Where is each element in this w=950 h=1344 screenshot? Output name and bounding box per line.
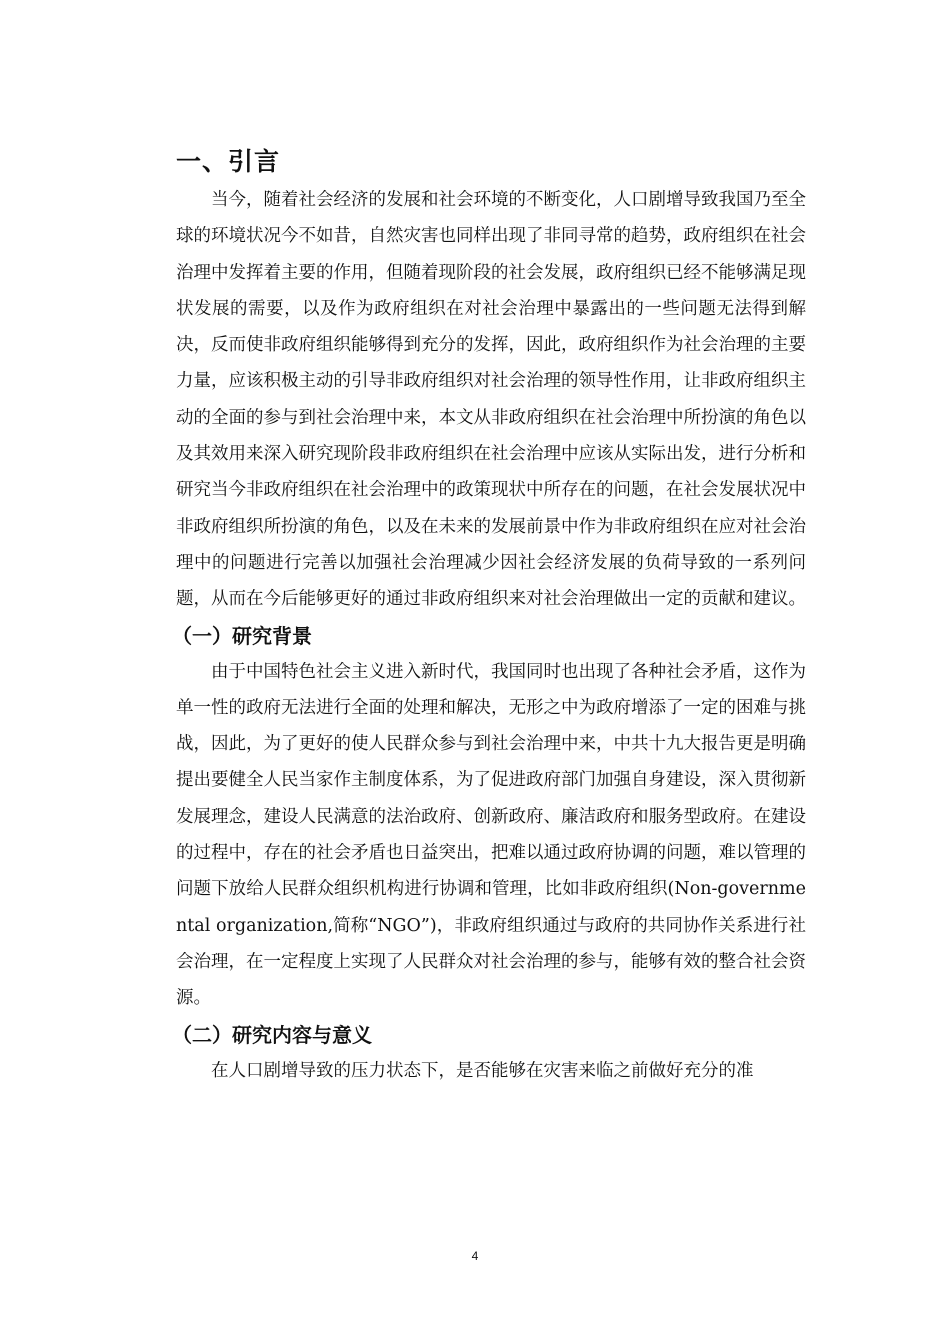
heading-research-content: （二）研究内容与意义 bbox=[172, 1022, 372, 1047]
heading-introduction: 一、引言 bbox=[176, 147, 281, 176]
heading-research-background: （一）研究背景 bbox=[172, 623, 312, 648]
content-paragraph: 在人口剧增导致的压力状态下，是否能够在灾害来临之前做好充分的准 bbox=[211, 1060, 754, 1081]
document-body bbox=[172, 142, 806, 1089]
background-paragraph: 由于中国特色社会主义进入新时代，我国同时也出现了各种社会矛盾，这作为单一性的政府无法进行全面的处理和解决，无形之中为政府增添了一定的困难与挑战，因此，为了更好的使人民群众参与到社会治理中来，中共十九大报告更是明确提出要健全人民当家作主制度体系，为了促进政府部门加强自身建设，深入贯彻新发展理念，建设人民满意的法治政府、创新政府、廉洁政府和服务型政府。在建设的过程中，存在的社会矛盾也日益突出，把难以通过政府协调的问题，难以管理的问题下放给人民群众组织机构进行协调和管理，比如非政府组织(Non-governmental organization,简称“NGO”)，非政府组织通过与政府的共同协作关系进行社会治理，在一定程度上实现了人民群众对社会治理的参与，能够有效的整合社会资源。 bbox=[176, 661, 806, 1009]
page-number: 4 bbox=[471, 1249, 479, 1263]
intro-paragraph: 当今，随着社会经济的发展和社会环境的不断变化，人口剧增导致我国乃至全球的环境状况今不如昔，自然灾害也同样出现了非同寻常的趋势，政府组织在社会治理中发挥着主要的作用，但随着现阶段的社会发展，政府组织已经不能够满足现状发展的需要，以及作为政府组织在对社会治理中暴露出的一些问题无法得到解决，反而使非政府组织能够得到充分的发挥，因此，政府组织作为社会治理的主要力量，应该积极主动的引导非政府组织对社会治理的领导性作用，让非政府组织主动的全面的参与到社会治理中来，本文从非政府组织在社会治理中所扮演的角色以及其效用来深入研究现阶段非政府组织在社会治理中应该从实际出发，进行分析和研究当今非政府组织在社会治理中的政策现状中所存在的问题，在社会发展状况中非政府组织所扮演的角色，以及在未来的发展前景中作为非政府组织在应对社会治理中的问题进行完善以加强社会治理减少因社会经济发展的负荷导致的一系列问题，从而在今后能够更好的通过非政府组织来对社会治理做出一定的贡献和建议。 bbox=[176, 190, 806, 610]
